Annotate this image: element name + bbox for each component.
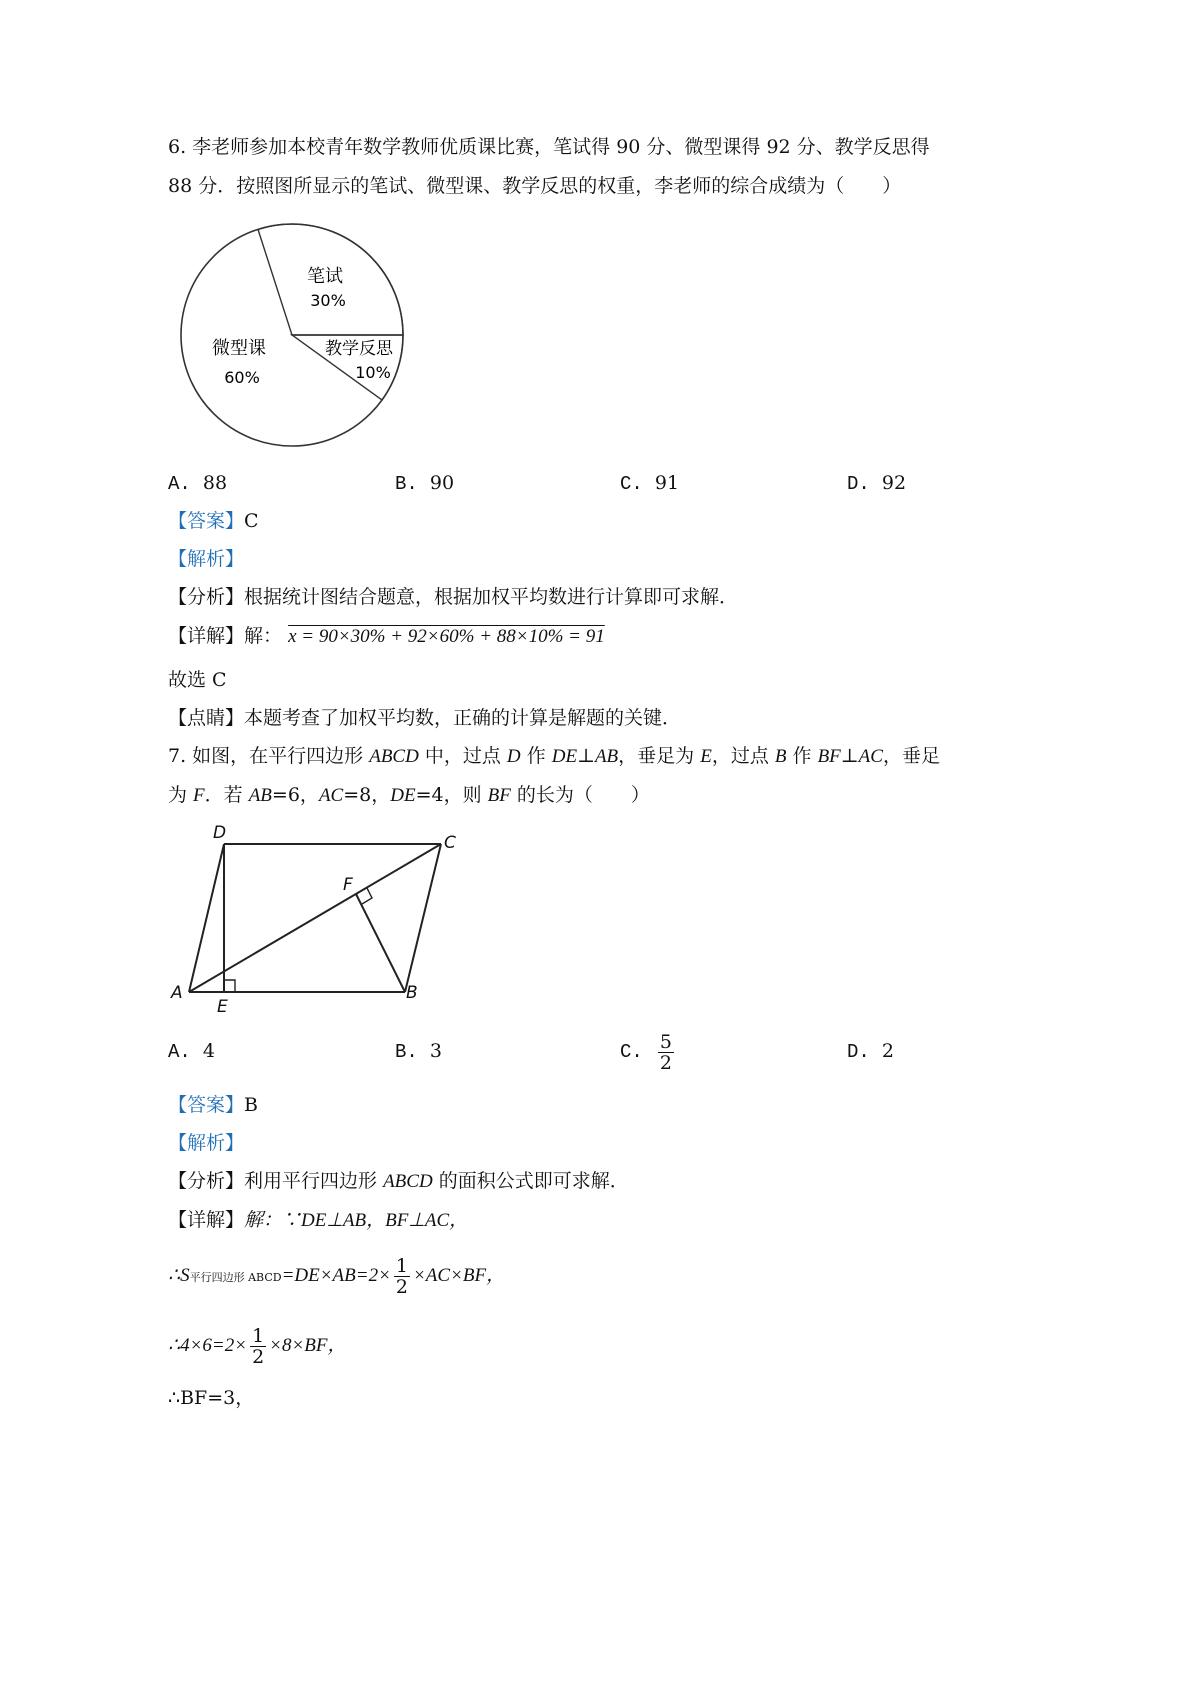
segment-BF <box>356 894 405 992</box>
edge-AD <box>189 844 224 992</box>
q7-option-d: D. 2 <box>847 1040 894 1063</box>
label-D: D <box>213 823 227 843</box>
q6-fenxi: 【分析】根据统计图结合题意，根据加权平均数进行计算即可求解． <box>168 586 739 608</box>
q7-option-c: C. $\frac{5}{2}$ <box>620 1030 672 1074</box>
q6-option-c: C. 91 <box>620 472 680 495</box>
q6-option-b: B. 90 <box>395 472 455 495</box>
q7-stem-line1: 7. 如图，在平行四边形 ABCD 中，过点 D 作 DE⊥AB，垂足为 E，过点 B 作 BF⊥AC，垂足 <box>168 745 940 767</box>
q6-option-a: A. 88 <box>168 472 228 495</box>
label-A: A <box>171 983 183 1003</box>
q6-jiexi: 【解析】 <box>168 548 245 570</box>
q7-fenxi: 【分析】利用平行四边形 ABCD 的面积公式即可求解． <box>168 1170 629 1192</box>
label-F: F <box>343 875 353 895</box>
pie-pct-jiaoxuefansi: 10% <box>355 363 391 382</box>
q6-option-d: D. 92 <box>847 472 907 495</box>
edge-BC <box>405 844 441 992</box>
fraction-5-2: $\frac{5}{2}$ <box>659 1030 672 1074</box>
q7-xiangjie: 【详解】解：∵DE⊥AB，BF⊥AC， <box>168 1209 469 1231</box>
diagonal-AC <box>189 844 441 992</box>
label-E: E <box>217 997 228 1015</box>
q7-stem-line2: 为 F．若 AB=6，AC=8，DE=4，则 BF 的长为（ ） <box>168 784 650 806</box>
pie-pct-weixingke: 60% <box>224 368 260 387</box>
q7-option-a: A. 4 <box>168 1040 215 1063</box>
q7-answer: 【答案】B <box>168 1094 258 1116</box>
q7-option-b: B. 3 <box>395 1040 442 1063</box>
q6-xiangjie: 【详解】解： x = 90×30% + 92×60% + 88×10% = 91 <box>168 625 605 647</box>
q7-jiexi: 【解析】 <box>168 1132 245 1154</box>
pie-label-bishi: 笔试 <box>307 266 343 287</box>
q7-step1: ∴S平行四边形 ABCD=DE×AB=2× $\frac{1}{2}$ ×AC×BF， <box>168 1254 506 1298</box>
label-B: B <box>406 983 418 1003</box>
q7-step2: ∴4×6=2× $\frac{1}{2}$ ×8×BF， <box>168 1324 347 1368</box>
q6-answer: 【答案】C <box>168 510 259 532</box>
q6-stem-line1: 6. 李老师参加本校青年数学教师优质课比赛，笔试得 90 分、微型课得 92 分、教学反思得 <box>168 136 930 158</box>
q6-pie-chart <box>175 220 425 450</box>
pie-label-weixingke: 微型课 <box>212 338 266 359</box>
pie-pct-bishi: 30% <box>310 291 346 310</box>
right-angle-E <box>224 980 235 992</box>
q6-formula: x = 90×30% + 92×60% + 88×10% = 91 <box>288 626 605 647</box>
q7-parallelogram-figure <box>165 820 475 1015</box>
pie-label-jiaoxuefansi: 教学反思 <box>325 339 393 359</box>
q6-guxuan: 故选 C <box>168 669 227 691</box>
q7-step3: ∴BF=3， <box>168 1387 255 1409</box>
q6-dianjing: 【点睛】本题考查了加权平均数，正确的计算是解题的关键． <box>168 707 682 729</box>
q6-stem-line2: 88 分．按照图所显示的笔试、微型课、教学反思的权重，李老师的综合成绩为（ ） <box>168 175 902 197</box>
label-C: C <box>444 833 456 853</box>
